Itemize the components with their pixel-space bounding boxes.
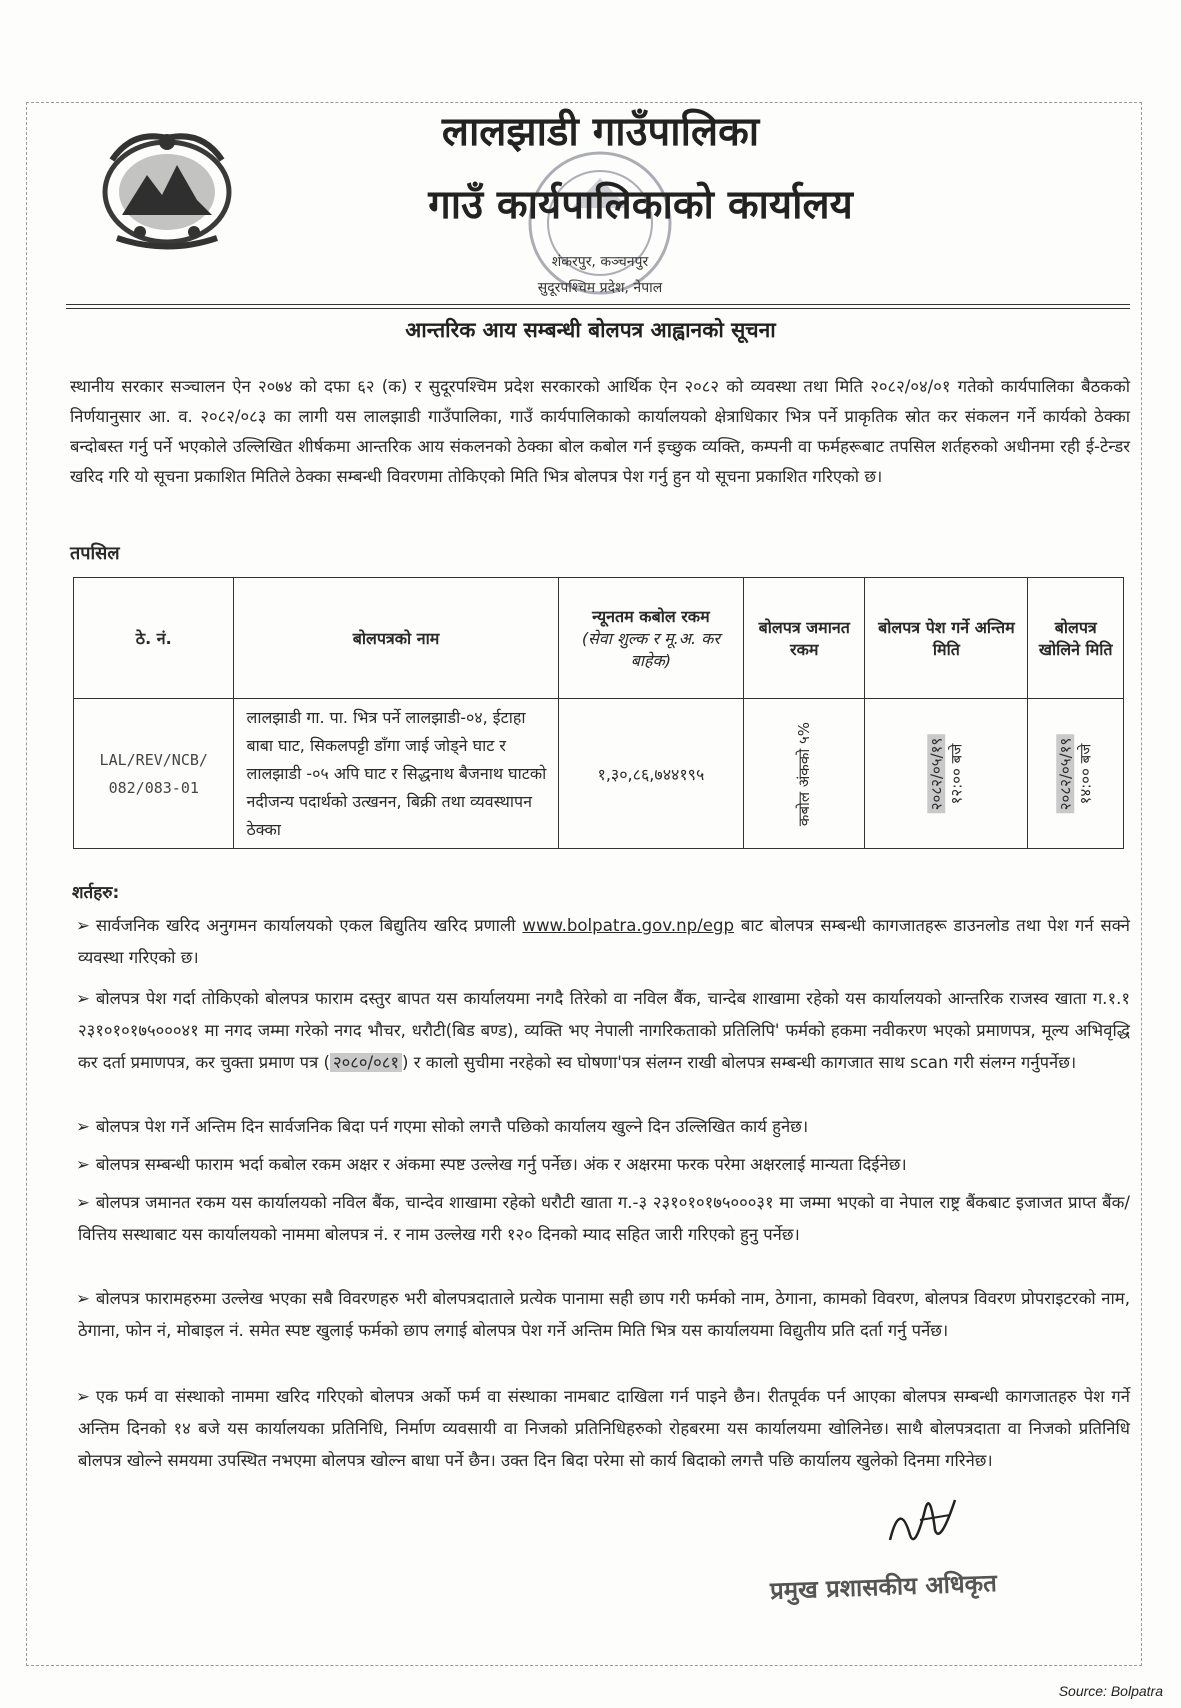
opening-date: २०८२/०५/१९ — [1057, 734, 1075, 813]
opening-time: १४:०० बजे — [1076, 743, 1095, 804]
submission-time: १२:०० बजे — [947, 743, 966, 804]
submission-datetime — [926, 734, 966, 813]
arrow-bullet-icon: ➢ — [76, 916, 90, 935]
signature-icon — [880, 1480, 970, 1560]
egp-link[interactable]: www.bolpatra.gov.np/egp — [522, 916, 735, 935]
header-rule — [66, 304, 1130, 305]
notice-title: आन्तरिक आय सम्बन्धी बोलपत्र आह्वानको सूचना — [405, 318, 776, 342]
term-text: बोलपत्र पेश गर्ने अन्तिम दिन सार्वजनिक बिदा पर्न गएमा सोको लगत्तै पछिको कार्यालय खुल्ने दिन उल्लिखित कार्य हुनेछ। — [95, 1117, 809, 1136]
table-header-row — [74, 578, 1124, 699]
cell-submission-deadline — [865, 699, 1028, 849]
term-text: बोलपत्र जमानत रकम यस कार्यालयको नविल बैंक, चान्देव शाखामा रहेको धरौटी खाता ग.-३ २३१०१०१७५०००३१ मा जम्मा भएको वा नेपाल राष्ट्र बैंकबाट इजाजत प्राप्त बैंक/ वित्तिय सस्थाबाट यस कार्यालयको नाममा बोलपत्र नं. र नाम उल्लेख गरी १२० दिनको म्याद सहित जारी गरिएको हुनु पर्नेछ। — [78, 1193, 1130, 1244]
cell-min-amount: १,३०,८६,७४४१९५ — [558, 699, 744, 849]
arrow-bullet-icon: ➢ — [76, 1193, 90, 1212]
source-credit: Source: Bolpatra — [1058, 1683, 1163, 1699]
tax-year-highlight: २०८०/०८१ — [330, 1053, 402, 1072]
term-text: बोलपत्र सम्बन्धी फाराम भर्दा कबोल रकम अक्षर र अंकमा स्पष्ट उल्लेख गर्नु पर्नेछ। अंक र अक्षरमा फरक परेमा अक्षरलाई मान्यता दिईनेछ। — [95, 1155, 907, 1174]
tender-table — [73, 577, 1124, 849]
term-text: बाट बोलपत्र सम्बन्धी कागजातहरू डाउनलोड तथा पेश गर्न सक्ने व्यवस्था गरिएको छ। — [78, 916, 1131, 967]
municipality-title: लालझाडी गाउँपालिका — [441, 109, 760, 155]
address-line-2: सुदूरपश्चिम प्रदेश, नेपाल — [537, 280, 663, 296]
col-header-submission-deadline: बोलपत्र पेश गर्ने अन्तिम मिति — [865, 578, 1028, 699]
cell-bid-security — [744, 699, 865, 849]
term-item-2 — [78, 983, 1130, 1079]
cell-opening-date — [1028, 699, 1124, 849]
min-amount-note: (सेवा शुल्क र मू.अ. कर बाहेक) — [581, 629, 720, 670]
submission-date: २०८२/०५/१९ — [927, 734, 945, 813]
term-item-6 — [78, 1283, 1130, 1347]
schedule-label: तपसिल — [70, 543, 120, 564]
cell-tender-name: लालझाडी गा. पा. भित्र पर्ने लालझाडी-०४, ईटाहा बाबा घाट, सिकलपट्टी डाँगा जाई जोड्ने घाट र लालझाडी -०५ अपि घाट र सिद्धनाथ बैजनाथ घाटको नदीजन्य पदार्थको उत्खनन, बिक्री तथा व्यवस्थापन ठेक्का — [234, 699, 558, 849]
term-text: बोलपत्र पेश गर्दा तोकिएको बोलपत्र फाराम दस्तुर बापत यस कार्यालयमा नगदै तिरेको वा नविल बैंक, चान्देब शाखामा रहेको यस कार्यालयको आन्तरिक राजस्व खाता ग.१.१ २३१०१०१७५०००४१ मा नगद जम्मा गरेको नगद भौचर, धरौटी(बिड बण्ड), व्यक्ति भए नेपाली नागरिकताको प्रतिलिपि' फर्मको हकमा नवीकरण भएको प्रमाणपत्र, मूल्य अभिवृद्धि कर दर्ता प्रमाणपत्र, कर चुक्ता प्रमाण पत्र ( — [78, 989, 1130, 1072]
term-text: बोलपत्र फारामहरुमा उल्लेख भएका सबै विवरणहरु भरी बोलपत्रदाताले प्रत्येक पानामा सही छाप गरी फर्मको नाम, ठेगाना, कामको विवरण, बोलपत्र विवरण प्रोपराइटरको नाम, ठेगाना, फोन नं, मोबाइल नं. समेत स्पष्ट खुलाई फर्मको छाप लगाई बोलपत्र पेश गर्ने अन्तिम मिति भित्र यस कार्यालयमा विद्युतीय प्रति दर्ता गर्नु पर्नेछ। — [78, 1289, 1130, 1340]
cell-ref-no: LAL/REV/NCB/ 082/083-01 — [74, 699, 234, 849]
notice-intro-paragraph: स्थानीय सरकार सञ्चालन ऐन २०७४ को दफा ६२ (क) र सुदूरपश्चिम प्रदेश सरकारको आर्थिक ऐन २०८२ को व्यवस्था तथा मिति २०८२/०४/०१ गतेको कार्यपालिका बैठकको निर्णयानुसार आ. व. २०८२/०८३ का लागी यस लालझाडी गाउँपालिका, गाउँ कार्यपालिकाको कार्यालयको क्षेत्राधिकार भित्र पर्ने प्राकृतिक स्रोत कर संकलन गर्ने कार्यको ठेक्का बन्दोबस्त गर्नु पर्ने भएकोले उल्लिखित शीर्षकमा आन्तरिक आय संकलनको ठेक्का बोल कबोल गर्न इच्छुक व्यक्ति, कम्पनी वा फर्महरूबाट तपसिल शर्तहरुको अधीनमा रही ई-टेन्डर खरिद गरि यो सूचना प्रकाशित मितिले ठेक्का सम्बन्धी विवरणमा तोकिएको मिति भित्र बोलपत्र पेश गर्नु हुन यो सूचना प्रकाशित गरिएको छ। — [70, 377, 1130, 486]
term-text: सार्वजनिक खरिद अनुगमन कार्यालयको एकल बिद्युतिय खरिद प्रणाली — [95, 916, 523, 935]
arrow-bullet-icon: ➢ — [76, 989, 90, 1008]
table-row — [74, 699, 1124, 849]
term-text: एक फर्म वा संस्थाको नाममा खरिद गरिएको बोलपत्र अर्को फर्म वा संस्थाका नामबाट दाखिला गर्न पाइने छैन। रीतपूर्वक पर्न आएका बोलपत्र सम्बन्धी कागजातहरु पेश गर्ने अन्तिम दिनको १४ बजे यस कार्यालयका प्रतिनिधि, निर्माण व्यवसायी वा निजको प्रतिनिधिहरुको रोहबरमा यस कार्यालयमा खोलिनेछ। साथै बोलपत्रदाता वा निजको प्रतिनिधि बोलपत्र खोल्ने समयमा उपस्थित नभएमा बोलपत्र खोल्न बाधा पर्ने छैन। उक्त दिन बिदा परेमा सो कार्य बिदाको लगत्तै पछि कार्यालय खुलेको दिनमा गरिनेछ। — [78, 1387, 1130, 1470]
arrow-bullet-icon: ➢ — [76, 1155, 90, 1174]
arrow-bullet-icon: ➢ — [76, 1289, 90, 1308]
col-header-opening-date: बोलपत्र खोलिने मिति — [1028, 578, 1124, 699]
header-rule-thin — [66, 308, 1130, 309]
arrow-bullet-icon: ➢ — [76, 1117, 90, 1136]
term-text: ) र कालो सुचीमा नरहेको स्व घोषणा'पत्र संलग्न राखी बोलपत्र सम्बन्धी कागजात साथ scan गरी संलग्न गर्नुपर्नेछ। — [401, 1053, 1077, 1072]
min-amount-label: न्यूनतम कबोल रकम — [592, 607, 710, 626]
term-item-4 — [78, 1149, 1130, 1181]
col-header-ref-no: ठे. नं. — [74, 578, 234, 699]
officer-title: प्रमुख प्रशासकीय अधिकृत — [769, 1569, 998, 1605]
address-line-1: शंकरपुर, कञ्चनपुर — [551, 254, 649, 270]
arrow-bullet-icon: ➢ — [76, 1387, 90, 1406]
term-item-5 — [78, 1187, 1130, 1251]
term-item-1 — [78, 910, 1130, 974]
opening-datetime — [1056, 734, 1096, 813]
office-title: गाउँ कार्यपालिकाको कार्यालय — [428, 182, 853, 228]
col-header-bid-security: बोलपत्र जमानत रकम — [744, 578, 865, 699]
term-item-7 — [78, 1381, 1130, 1477]
col-header-name: बोलपत्रको नाम — [234, 578, 558, 699]
term-item-3 — [78, 1111, 1130, 1143]
col-header-min-amount — [558, 578, 744, 699]
terms-label: शर्तहरु: — [72, 883, 120, 903]
bid-security-text: कबोल अंकको ५% — [795, 721, 814, 826]
